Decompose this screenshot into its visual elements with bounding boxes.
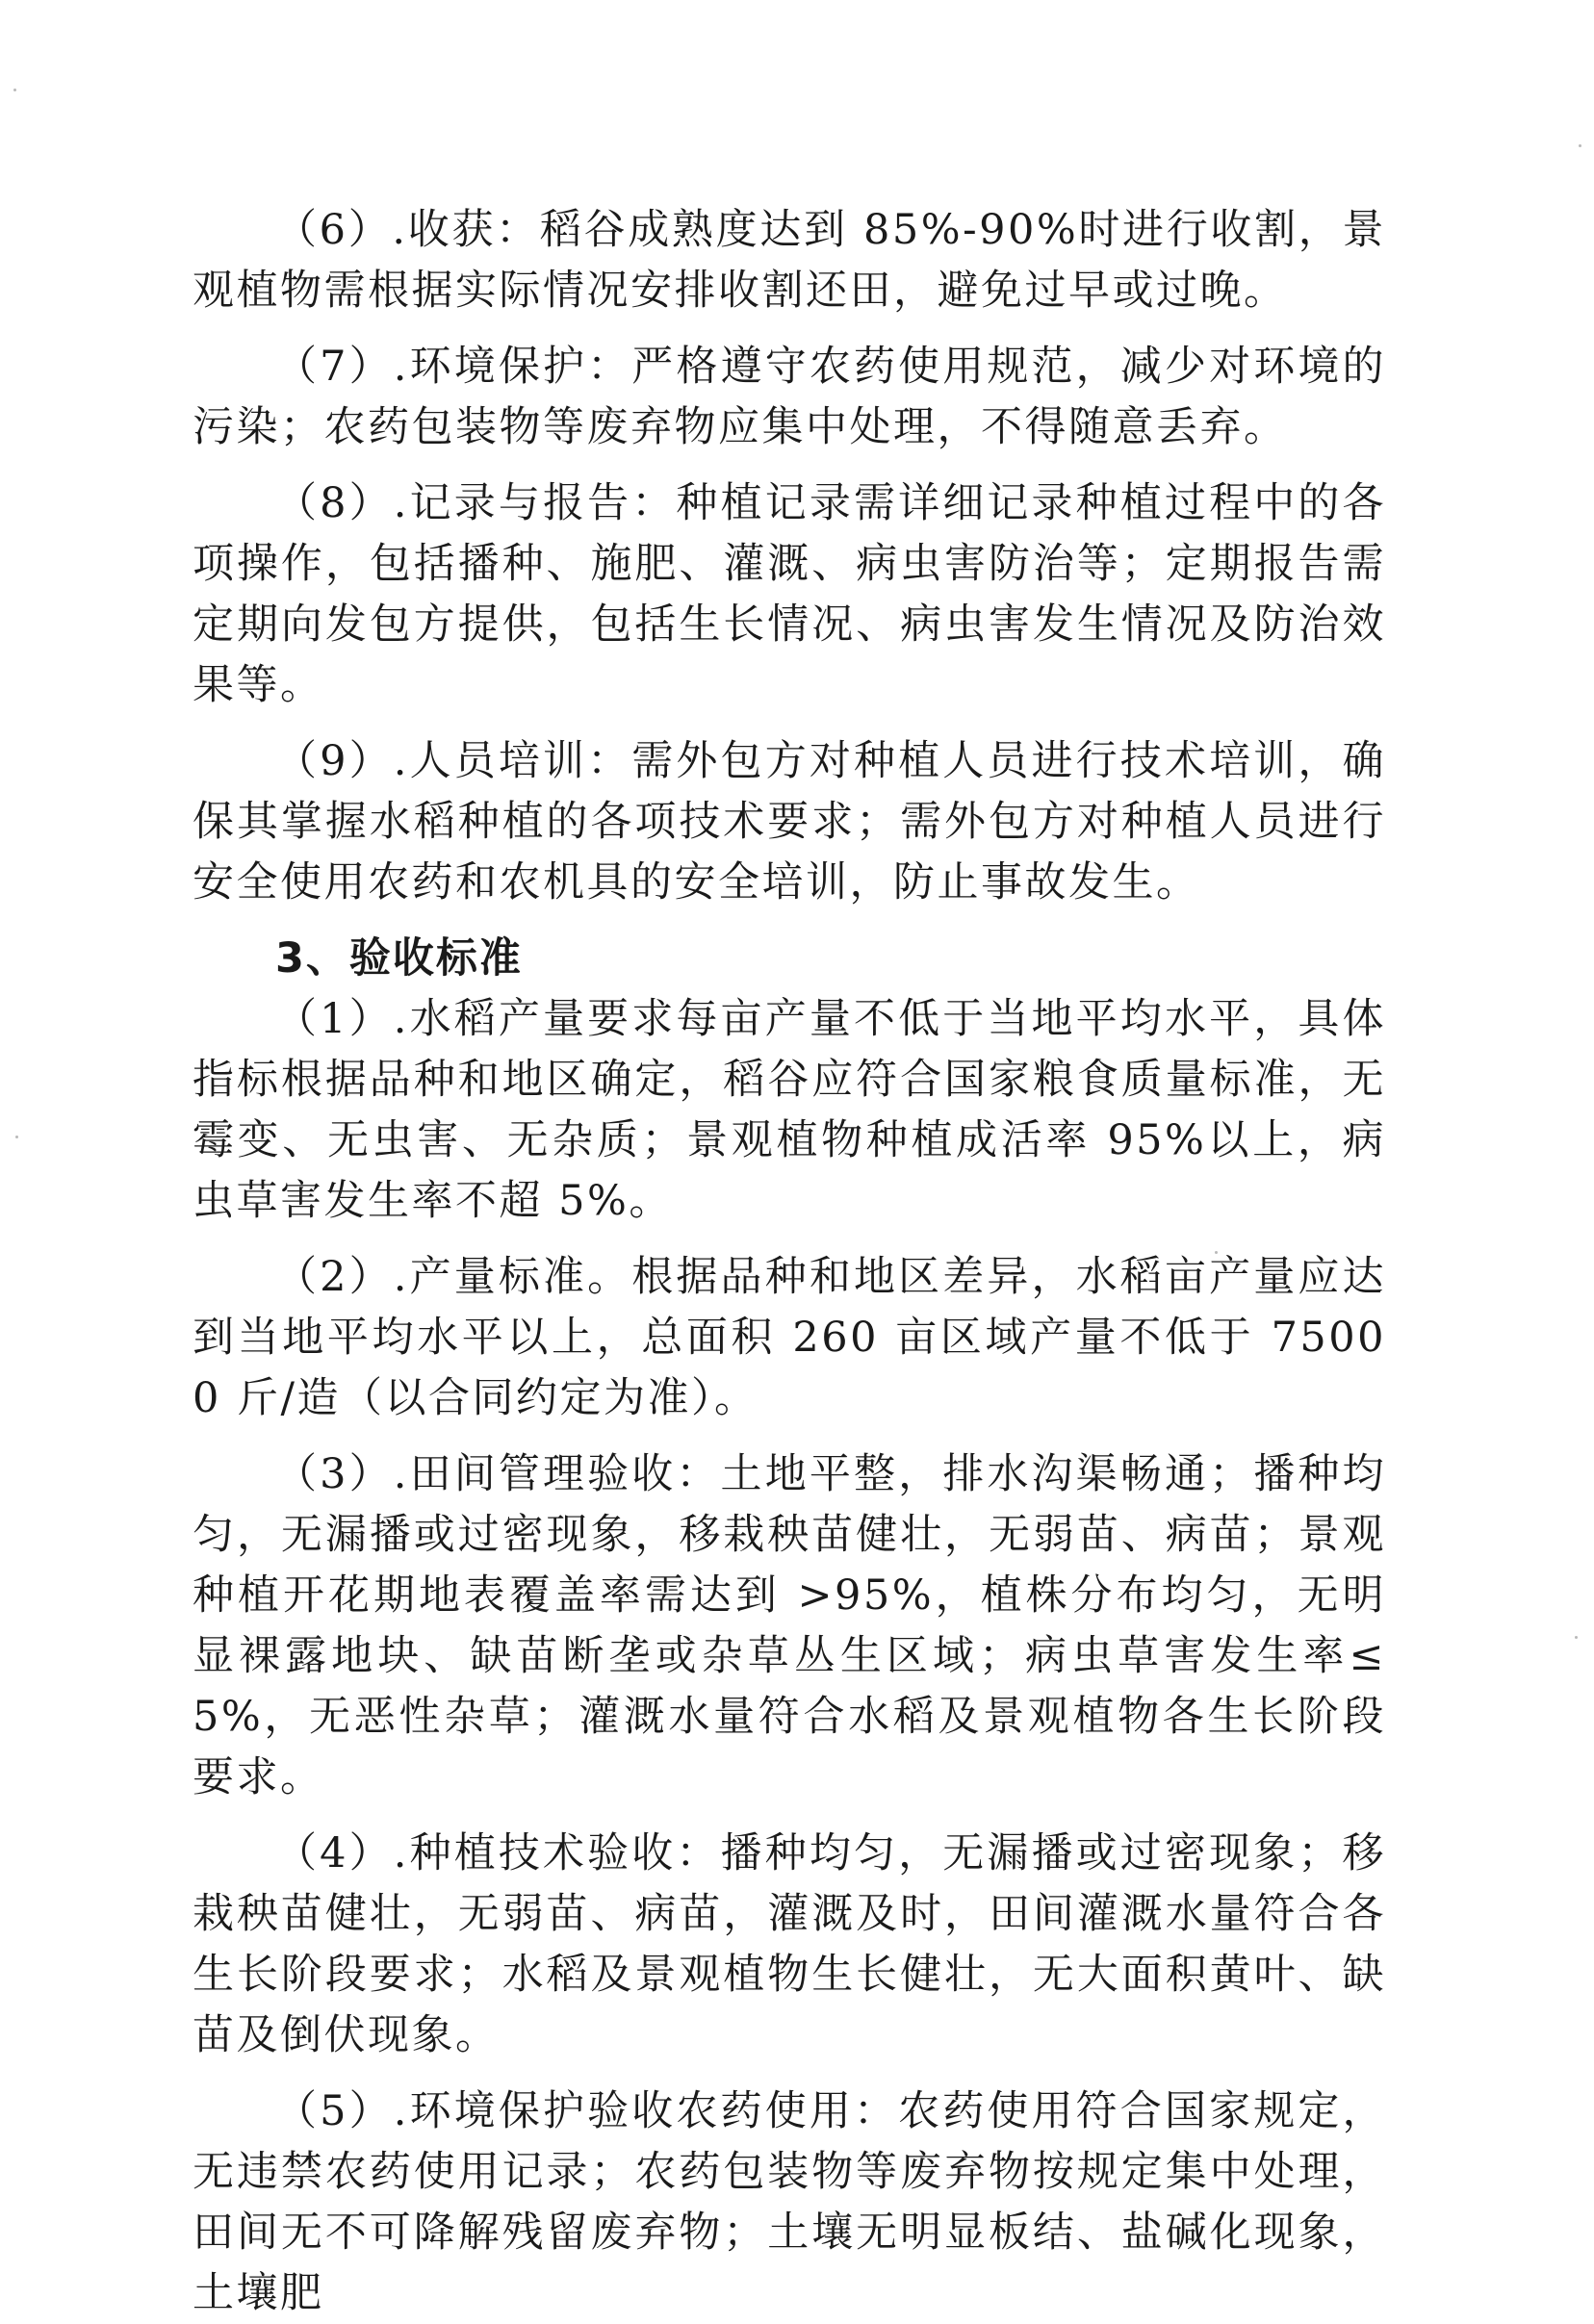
paragraph-yield-standard: （2）.产量标准。根据品种和地区差异，水稻亩产量应达到当地平均水平以上，总面积 260 亩区域产量不低于 75000 斤/造（以合同约定为准）。 — [193, 1253, 1386, 1422]
scan-speck — [13, 89, 16, 91]
section-heading: 3、验收标准 — [275, 934, 523, 983]
scan-speck — [15, 1136, 18, 1138]
paragraph-planting-technique: （4）.种植技术验收：播种均匀，无漏播或过密现象；移栽秧苗健壮，无弱苗、病苗，灌溉及时，田间灌溉水量符合各生长阶段要求；水稻及景观植物生长健壮，无大面积黄叶、缺苗及倒伏现象。 — [193, 1829, 1386, 2059]
paragraph-environment: （7）.环境保护：严格遵守农药使用规范，减少对环境的污染；农药包装物等废弃物应集中处理，不得随意丢弃。 — [193, 343, 1386, 451]
paragraph-field-management: （3）.田间管理验收：土地平整，排水沟渠畅通；播种均匀，无漏播或过密现象，移栽秧苗健壮，无弱苗、病苗；景观种植开花期地表覆盖率需达到 >95%，植株分布均匀，无明显裸露地块、缺苗断垄或杂草丛生区域；病虫草害发生率≤5%，无恶性杂草；灌溉水量符合水稻及景观植物各生长阶段要求。 — [193, 1450, 1386, 1801]
paragraph-training: （9）.人员培训：需外包方对种植人员进行技术培训，确保其掌握水稻种植的各项技术要求；需外包方对种植人员进行安全使用农药和农机具的安全培训，防止事故发生。 — [193, 737, 1386, 907]
document-body — [193, 200, 1386, 2324]
paragraph-records: （8）.记录与报告：种植记录需详细记录种植过程中的各项操作，包括播种、施肥、灌溉、病虫害防治等；定期报告需定期向发包方提供，包括生长情况、病虫害发生情况及防治效果等。 — [193, 479, 1386, 709]
scan-speck — [1579, 144, 1581, 147]
scan-speck — [1575, 1636, 1578, 1639]
paragraph-environment-acceptance: （5）.环境保护验收农药使用：农药使用符合国家规定，无违禁农药使用记录；农药包装物等废弃物按规定集中处理，田间无不可降解残留废弃物；土壤无明显板结、盐碱化现象，土壤肥 — [193, 2087, 1386, 2317]
paragraph-yield-requirement: （1）.水稻产量要求每亩产量不低于当地平均水平，具体指标根据品种和地区确定，稻谷应符合国家粮食质量标准，无霉变、无虫害、无杂质；景观植物种植成活率 95%以上，病虫草害发生率不超 5%。 — [193, 995, 1386, 1225]
paragraph-harvest: （6）.收获：稻谷成熟度达到 85%-90%时进行收割，景观植物需根据实际情况安排收割还田，避免过早或过晚。 — [193, 206, 1386, 315]
